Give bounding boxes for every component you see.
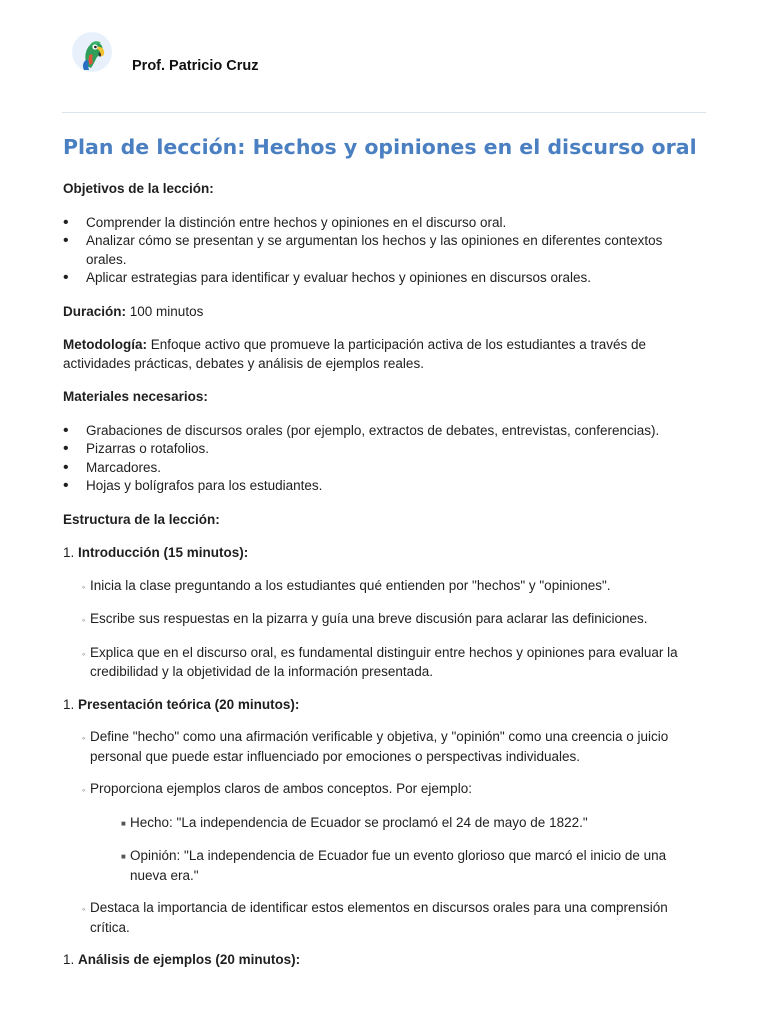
list-item-text: Define "hecho" como una afirmación verificable y objetiva, y "opinión" como una creencia o juicio personal que puede estar influenciado por emociones o perspectivas individuales. — [90, 729, 669, 764]
step-analysis — [63, 951, 703, 970]
author-name: Prof. Patricio Cruz — [132, 58, 259, 74]
page-title: Plan de lección: Hechos y opiniones en el discurso oral — [63, 135, 697, 159]
step-theory — [63, 696, 703, 715]
duration — [63, 303, 703, 322]
theory-list — [63, 728, 703, 937]
list-item: ◦ Escribe sus respuestas en la pizarra y guía una breve discusión para aclarar las definiciones. — [82, 611, 648, 626]
lesson-plan — [63, 134, 703, 984]
duration-label: Duración: — [63, 303, 127, 319]
list-item: ◦ Proporciona ejemplos claros de ambos conceptos. Por ejemplo: ■ Hecho: "La independencia de Ecuador se proclamó el 24 de mayo de 1822." ■ Opinión: "La independencia de Ecuador fue un evento glorioso que marcó el inicio de una nueva era." — [82, 780, 703, 885]
list-item: • Marcadores. — [63, 459, 703, 478]
step-number: 1. — [63, 545, 75, 560]
step-number: 1. — [63, 696, 75, 712]
methodology-value: Enfoque activo que promueve la participación activa de los estudiantes a través de actividades prácticas, debates y análisis de ejemplos reales. — [63, 337, 647, 371]
list-item: • Pizarras o rotafolios. — [63, 440, 703, 459]
list-item: ◦ Destaca la importancia de identificar estos elementos en discursos orales para una comprensión crítica. — [82, 900, 668, 935]
methodology-label: Metodología: — [63, 337, 147, 352]
example-text: Opinión: "La independencia de Ecuador fue un evento glorioso que marcó el inicio de una nueva era." — [130, 848, 667, 883]
step-title: Análisis de ejemplos (20 minutos): — [78, 952, 301, 967]
intro-list — [63, 577, 703, 682]
materials-heading: Materiales necesarios: — [63, 389, 208, 404]
list-item-text: Escribe sus respuestas en la pizarra y guía una breve discusión para aclarar las definiciones. — [90, 611, 648, 626]
list-item-text: Proporciona ejemplos claros de ambos conceptos. Por ejemplo: — [90, 781, 472, 796]
list-item-text: Explica que en el discurso oral, es fundamental distinguir entre hechos y opiniones para evaluar la credibilidad y la objetividad de la información presentada. — [90, 644, 678, 679]
list-item: ■ Opinión: "La independencia de Ecuador fue un evento glorioso que marcó el inicio de una nueva era." — [121, 848, 667, 883]
step-number: 1. — [63, 952, 75, 967]
list-item: ■ Hecho: "La independencia de Ecuador se proclamó el 24 de mayo de 1822." — [121, 814, 588, 830]
list-item: • Analizar cómo se presentan y se argumentan los hechos y las opiniones en diferentes contextos orales. — [63, 232, 703, 269]
example-text: Hecho: "La independencia de Ecuador se proclamó el 24 de mayo de 1822." — [130, 814, 588, 830]
examples-list — [90, 814, 703, 886]
list-item: • Hojas y bolígrafos para los estudiantes. — [63, 477, 703, 496]
materials-list — [63, 422, 703, 496]
parrot-icon — [72, 32, 112, 72]
page-header — [62, 28, 706, 113]
list-item: • Comprender la distinción entre hechos y opiniones en el discurso oral. — [63, 214, 703, 233]
objectives-heading: Objetivos de la lección: — [63, 181, 214, 196]
step-title: Introducción (15 minutos): — [78, 545, 249, 560]
list-item: • Grabaciones de discursos orales (por ejemplo, extractos de debates, entrevistas, conferencias). — [63, 422, 703, 441]
list-item: ◦ Inicia la clase preguntando a los estudiantes qué entienden por "hechos" y "opiniones". — [82, 577, 611, 593]
list-item: ◦ Define "hecho" como una afirmación verificable y objetiva, y "opinión" como una creencia o juicio personal que puede estar influenciado por emociones o perspectivas individuales. — [82, 729, 669, 764]
list-item: ◦ Explica que en el discurso oral, es fundamental distinguir entre hechos y opiniones para evaluar la credibilidad y la objetividad de la información presentada. — [82, 644, 678, 679]
step-title: Presentación teórica (20 minutos): — [78, 696, 300, 712]
objectives-list — [63, 214, 703, 288]
duration-value: 100 minutos — [129, 303, 204, 319]
structure-heading: Estructura de la lección: — [63, 511, 220, 527]
list-item: • Aplicar estrategias para identificar y evaluar hechos y opiniones en discursos orales. — [63, 269, 703, 288]
list-item-text: Inicia la clase preguntando a los estudiantes qué entienden por "hechos" y "opiniones". — [90, 577, 611, 593]
step-intro — [63, 544, 703, 563]
list-item-text: Destaca la importancia de identificar estos elementos en discursos orales para una comprensión crítica. — [90, 900, 668, 935]
methodology — [63, 336, 703, 373]
